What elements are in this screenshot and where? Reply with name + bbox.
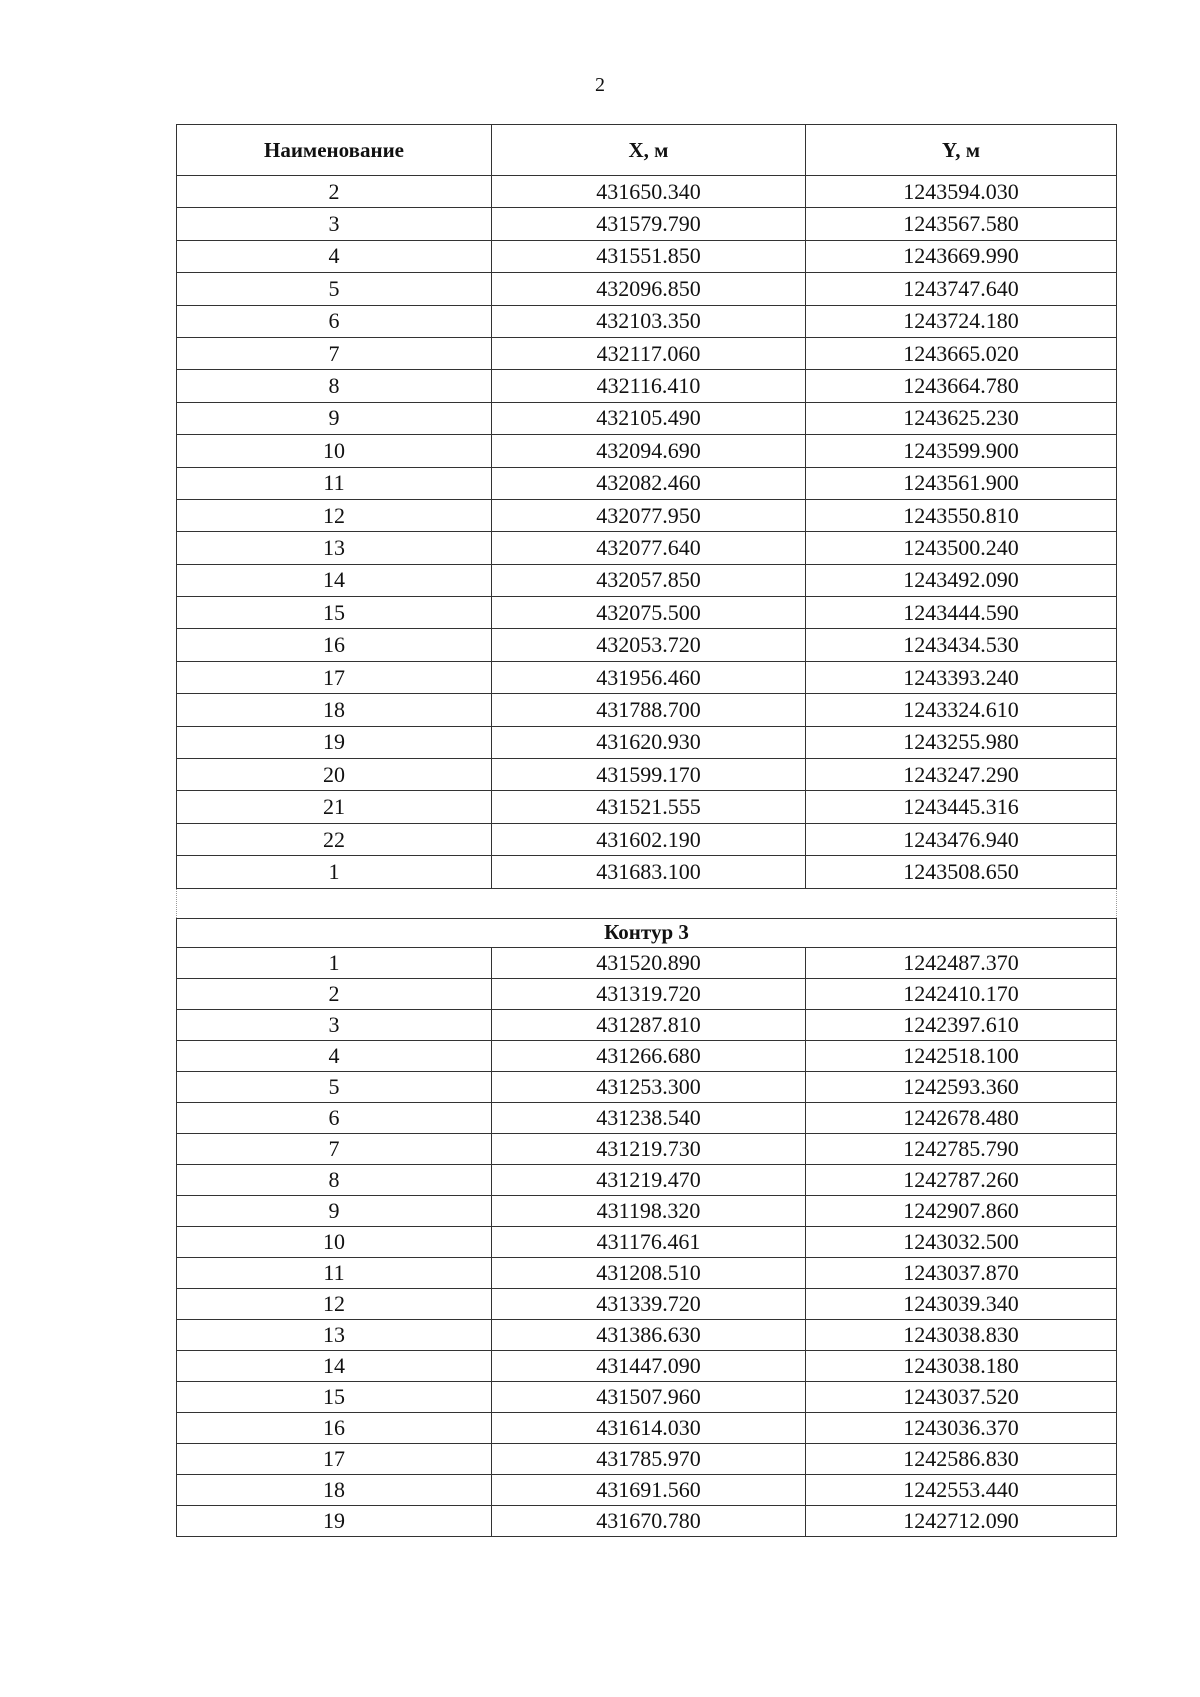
y-coordinate-cell: 1242397.610 <box>806 1009 1117 1040</box>
x-coordinate-cell: 431551.850 <box>492 240 806 272</box>
y-coordinate-cell: 1243724.180 <box>806 305 1117 337</box>
table-row <box>177 1102 1117 1133</box>
table-row <box>177 726 1117 758</box>
table-row <box>177 629 1117 661</box>
x-coordinate-cell: 431208.510 <box>492 1257 806 1288</box>
table-row <box>177 532 1117 564</box>
point-name-cell: 20 <box>177 759 492 791</box>
x-coordinate-cell: 431219.470 <box>492 1164 806 1195</box>
y-coordinate-cell: 1243032.500 <box>806 1226 1117 1257</box>
table-row <box>177 1226 1117 1257</box>
x-coordinate-cell: 432082.460 <box>492 467 806 499</box>
table-row <box>177 208 1117 240</box>
y-coordinate-cell: 1242907.860 <box>806 1195 1117 1226</box>
table-row <box>177 370 1117 402</box>
table-row <box>177 1381 1117 1412</box>
table-row <box>177 1474 1117 1505</box>
point-name-cell: 18 <box>177 1474 492 1505</box>
y-coordinate-cell: 1243039.340 <box>806 1288 1117 1319</box>
table-row <box>177 305 1117 337</box>
table-row <box>177 1164 1117 1195</box>
table-separator <box>177 888 1117 947</box>
x-coordinate-cell: 431614.030 <box>492 1412 806 1443</box>
y-coordinate-cell: 1243324.610 <box>806 694 1117 726</box>
y-coordinate-cell: 1242785.790 <box>806 1133 1117 1164</box>
x-coordinate-cell: 432116.410 <box>492 370 806 402</box>
point-name-cell: 21 <box>177 791 492 823</box>
point-name-cell: 2 <box>177 176 492 208</box>
y-coordinate-cell: 1243665.020 <box>806 337 1117 369</box>
x-coordinate-cell: 431447.090 <box>492 1350 806 1381</box>
y-coordinate-cell: 1242410.170 <box>806 978 1117 1009</box>
table-row <box>177 240 1117 272</box>
y-coordinate-cell: 1243492.090 <box>806 564 1117 596</box>
y-coordinate-cell: 1243747.640 <box>806 273 1117 305</box>
coordinates-table <box>176 124 1117 1537</box>
table-row <box>177 694 1117 726</box>
point-name-cell: 14 <box>177 1350 492 1381</box>
point-name-cell: 19 <box>177 726 492 758</box>
y-coordinate-cell: 1243445.316 <box>806 791 1117 823</box>
table-row <box>177 856 1117 888</box>
point-name-cell: 5 <box>177 1071 492 1102</box>
point-name-cell: 15 <box>177 597 492 629</box>
table-row <box>177 499 1117 531</box>
y-coordinate-cell: 1243037.520 <box>806 1381 1117 1412</box>
point-name-cell: 4 <box>177 240 492 272</box>
header-x: X, м <box>492 125 806 176</box>
y-coordinate-cell: 1243594.030 <box>806 176 1117 208</box>
y-coordinate-cell: 1243567.580 <box>806 208 1117 240</box>
table-row <box>177 1009 1117 1040</box>
x-coordinate-cell: 431238.540 <box>492 1102 806 1133</box>
x-coordinate-cell: 432075.500 <box>492 597 806 629</box>
point-name-cell: 13 <box>177 1319 492 1350</box>
point-name-cell: 4 <box>177 1040 492 1071</box>
contour-heading-row <box>177 918 1117 947</box>
x-coordinate-cell: 432103.350 <box>492 305 806 337</box>
point-name-cell: 5 <box>177 273 492 305</box>
y-coordinate-cell: 1242518.100 <box>806 1040 1117 1071</box>
contour-title: Контур 3 <box>177 918 1117 947</box>
point-name-cell: 17 <box>177 661 492 693</box>
y-coordinate-cell: 1243393.240 <box>806 661 1117 693</box>
y-coordinate-cell: 1243444.590 <box>806 597 1117 629</box>
point-name-cell: 22 <box>177 823 492 855</box>
y-coordinate-cell: 1242553.440 <box>806 1474 1117 1505</box>
x-coordinate-cell: 431266.680 <box>492 1040 806 1071</box>
table-row <box>177 1350 1117 1381</box>
y-coordinate-cell: 1242586.830 <box>806 1443 1117 1474</box>
x-coordinate-cell: 431507.960 <box>492 1381 806 1412</box>
x-coordinate-cell: 431602.190 <box>492 823 806 855</box>
table-row <box>177 337 1117 369</box>
x-coordinate-cell: 431956.460 <box>492 661 806 693</box>
x-coordinate-cell: 432105.490 <box>492 402 806 434</box>
point-name-cell: 1 <box>177 947 492 978</box>
table-row <box>177 1288 1117 1319</box>
x-coordinate-cell: 431198.320 <box>492 1195 806 1226</box>
x-coordinate-cell: 431620.930 <box>492 726 806 758</box>
y-coordinate-cell: 1243434.530 <box>806 629 1117 661</box>
table-section-1 <box>177 176 1117 889</box>
x-coordinate-cell: 431670.780 <box>492 1505 806 1536</box>
table-row <box>177 1071 1117 1102</box>
point-name-cell: 12 <box>177 1288 492 1319</box>
point-name-cell: 8 <box>177 1164 492 1195</box>
table-row <box>177 1505 1117 1536</box>
x-coordinate-cell: 431319.720 <box>492 978 806 1009</box>
point-name-cell: 11 <box>177 1257 492 1288</box>
x-coordinate-cell: 431683.100 <box>492 856 806 888</box>
x-coordinate-cell: 432117.060 <box>492 337 806 369</box>
y-coordinate-cell: 1243599.900 <box>806 435 1117 467</box>
table-row <box>177 1257 1117 1288</box>
point-name-cell: 10 <box>177 435 492 467</box>
table-row <box>177 467 1117 499</box>
table-row <box>177 1040 1117 1071</box>
y-coordinate-cell: 1243669.990 <box>806 240 1117 272</box>
y-coordinate-cell: 1243255.980 <box>806 726 1117 758</box>
point-name-cell: 15 <box>177 1381 492 1412</box>
x-coordinate-cell: 432057.850 <box>492 564 806 596</box>
y-coordinate-cell: 1243508.650 <box>806 856 1117 888</box>
table-section-2 <box>177 947 1117 1536</box>
table-row <box>177 1319 1117 1350</box>
x-coordinate-cell: 431219.730 <box>492 1133 806 1164</box>
table-row <box>177 597 1117 629</box>
table-row <box>177 661 1117 693</box>
spacer-row <box>177 888 1117 918</box>
x-coordinate-cell: 432077.950 <box>492 499 806 531</box>
point-name-cell: 18 <box>177 694 492 726</box>
x-coordinate-cell: 431339.720 <box>492 1288 806 1319</box>
y-coordinate-cell: 1243247.290 <box>806 759 1117 791</box>
table-row <box>177 823 1117 855</box>
point-name-cell: 16 <box>177 1412 492 1443</box>
x-coordinate-cell: 431287.810 <box>492 1009 806 1040</box>
table-row <box>177 1195 1117 1226</box>
point-name-cell: 3 <box>177 208 492 240</box>
point-name-cell: 9 <box>177 402 492 434</box>
table-row <box>177 978 1117 1009</box>
x-coordinate-cell: 431788.700 <box>492 694 806 726</box>
point-name-cell: 19 <box>177 1505 492 1536</box>
x-coordinate-cell: 431386.630 <box>492 1319 806 1350</box>
point-name-cell: 3 <box>177 1009 492 1040</box>
y-coordinate-cell: 1243561.900 <box>806 467 1117 499</box>
x-coordinate-cell: 432053.720 <box>492 629 806 661</box>
point-name-cell: 16 <box>177 629 492 661</box>
table-row <box>177 402 1117 434</box>
point-name-cell: 6 <box>177 305 492 337</box>
header-y: Y, м <box>806 125 1117 176</box>
point-name-cell: 2 <box>177 978 492 1009</box>
y-coordinate-cell: 1242787.260 <box>806 1164 1117 1195</box>
x-coordinate-cell: 431520.890 <box>492 947 806 978</box>
y-coordinate-cell: 1243476.940 <box>806 823 1117 855</box>
x-coordinate-cell: 431650.340 <box>492 176 806 208</box>
point-name-cell: 17 <box>177 1443 492 1474</box>
point-name-cell: 13 <box>177 532 492 564</box>
y-coordinate-cell: 1243625.230 <box>806 402 1117 434</box>
y-coordinate-cell: 1242712.090 <box>806 1505 1117 1536</box>
table-row <box>177 1443 1117 1474</box>
x-coordinate-cell: 431253.300 <box>492 1071 806 1102</box>
y-coordinate-cell: 1243550.810 <box>806 499 1117 531</box>
x-coordinate-cell: 431691.560 <box>492 1474 806 1505</box>
point-name-cell: 6 <box>177 1102 492 1133</box>
y-coordinate-cell: 1242678.480 <box>806 1102 1117 1133</box>
point-name-cell: 7 <box>177 337 492 369</box>
table-row <box>177 1133 1117 1164</box>
y-coordinate-cell: 1243500.240 <box>806 532 1117 564</box>
x-coordinate-cell: 431521.555 <box>492 791 806 823</box>
y-coordinate-cell: 1243664.780 <box>806 370 1117 402</box>
table-row <box>177 791 1117 823</box>
header-name: Наименование <box>177 125 492 176</box>
y-coordinate-cell: 1242487.370 <box>806 947 1117 978</box>
x-coordinate-cell: 431579.790 <box>492 208 806 240</box>
page-number: 2 <box>595 74 605 96</box>
point-name-cell: 10 <box>177 1226 492 1257</box>
point-name-cell: 11 <box>177 467 492 499</box>
x-coordinate-cell: 431176.461 <box>492 1226 806 1257</box>
header-row <box>177 125 1117 176</box>
x-coordinate-cell: 432096.850 <box>492 273 806 305</box>
table-row <box>177 759 1117 791</box>
x-coordinate-cell: 431785.970 <box>492 1443 806 1474</box>
table-row <box>177 176 1117 208</box>
point-name-cell: 14 <box>177 564 492 596</box>
x-coordinate-cell: 432094.690 <box>492 435 806 467</box>
point-name-cell: 9 <box>177 1195 492 1226</box>
point-name-cell: 7 <box>177 1133 492 1164</box>
table-row <box>177 1412 1117 1443</box>
y-coordinate-cell: 1243037.870 <box>806 1257 1117 1288</box>
x-coordinate-cell: 432077.640 <box>492 532 806 564</box>
point-name-cell: 8 <box>177 370 492 402</box>
y-coordinate-cell: 1243038.830 <box>806 1319 1117 1350</box>
point-name-cell: 1 <box>177 856 492 888</box>
y-coordinate-cell: 1242593.360 <box>806 1071 1117 1102</box>
y-coordinate-cell: 1243038.180 <box>806 1350 1117 1381</box>
table-row <box>177 564 1117 596</box>
table-row <box>177 947 1117 978</box>
table-row <box>177 435 1117 467</box>
table-row <box>177 273 1117 305</box>
y-coordinate-cell: 1243036.370 <box>806 1412 1117 1443</box>
table-header <box>177 125 1117 176</box>
x-coordinate-cell: 431599.170 <box>492 759 806 791</box>
spacer-cell <box>177 888 1117 918</box>
point-name-cell: 12 <box>177 499 492 531</box>
